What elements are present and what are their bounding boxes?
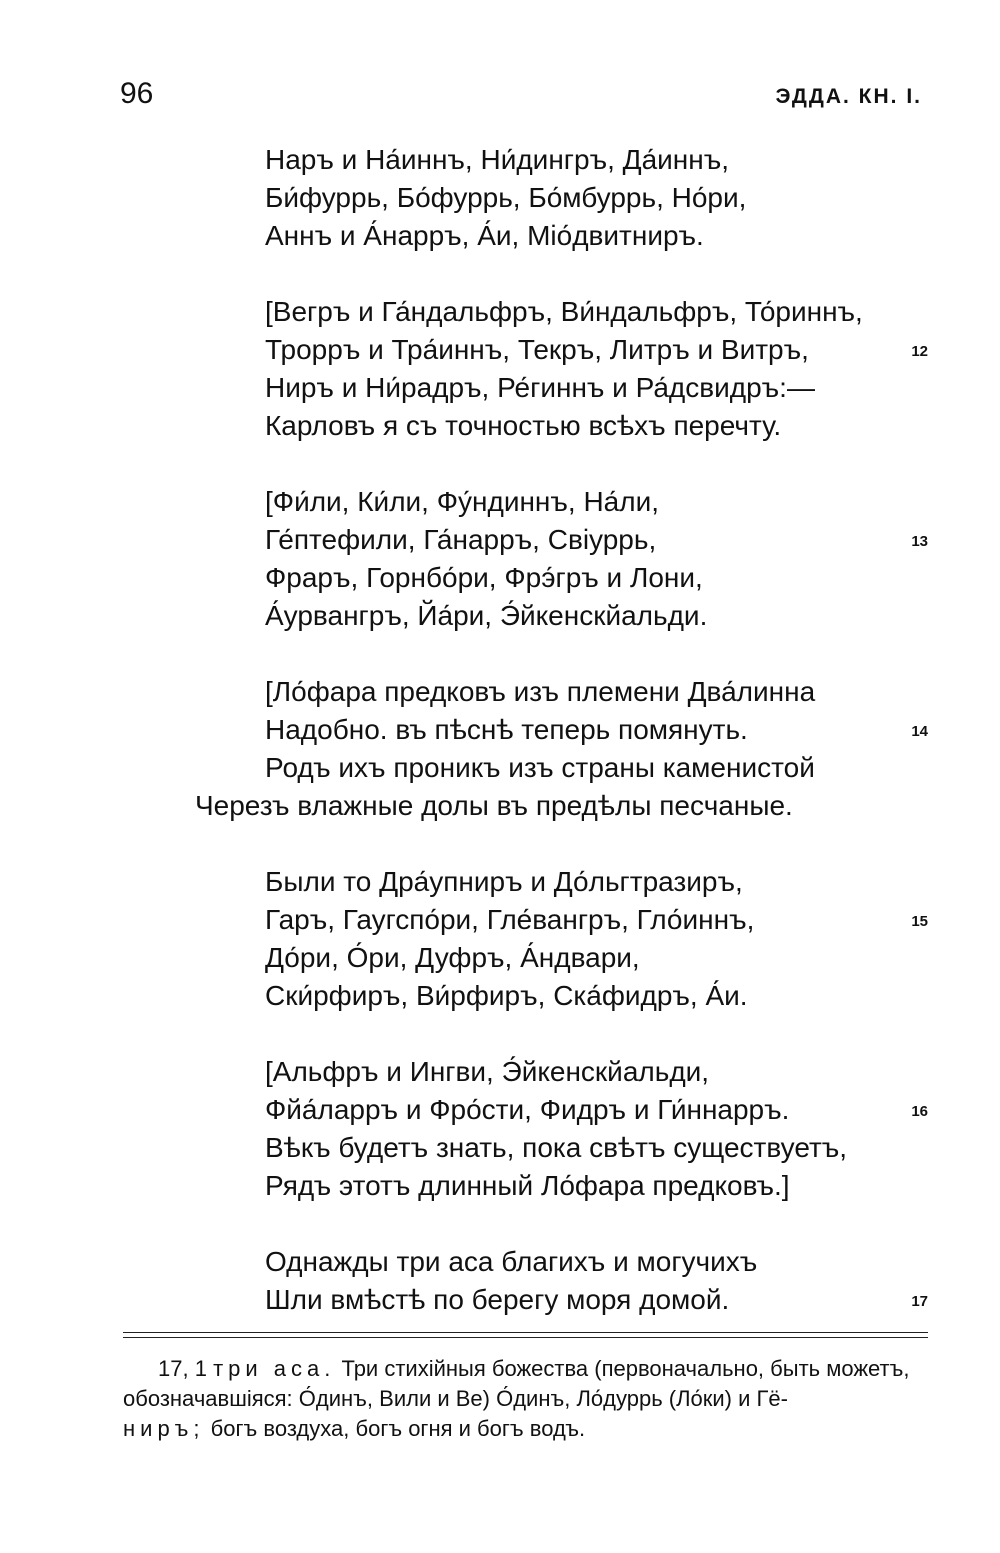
stanza-number: 16 xyxy=(911,1103,928,1120)
verse-line: А́урвангръ, Йа́ри, Э́йкенскйальди. xyxy=(265,600,708,631)
footnote-text: Три стихійныя божества (первоначально, быть можетъ, xyxy=(341,1356,910,1381)
stanza-number: 12 xyxy=(911,343,928,360)
verse-line: Аннъ и А́нарръ, А́и, Міо́двитниръ. xyxy=(265,220,704,251)
footnote-line-1 xyxy=(158,1355,968,1383)
verse-line: [Альфръ и Ингви, Э́йкенскйальди, xyxy=(265,1056,710,1087)
verse-line: Надобно. въ пѣснѣ теперь помянуть. xyxy=(265,714,748,745)
footnote-text: богъ воздуха, богъ огня и богъ водъ. xyxy=(210,1416,586,1441)
verse-line: Ски́рфиръ, Ви́рфиръ, Ска́фидръ, А́и. xyxy=(265,980,748,1011)
verse-line: Черезъ влажные долы въ предѣлы песчаные. xyxy=(195,790,793,821)
verse-line: Гаръ, Гаугспо́ри, Гле́вангръ, Гло́иннъ, xyxy=(265,904,755,935)
footnote-names: ниръ; xyxy=(123,1416,205,1441)
running-head: ЭДДА. КН. I. xyxy=(775,85,922,108)
verse-line: Шли вмѣстѣ по берегу моря домой. xyxy=(265,1284,730,1315)
verse-line: До́ри, О́ри, Дуфръ, А́ндвари, xyxy=(265,942,640,973)
verse-line: Рядъ этотъ длинный Ло́фара предковъ.] xyxy=(265,1170,790,1201)
verse-line: Ниръ и Ни́радръ, Ре́гиннъ и Ра́дсвидръ:— xyxy=(265,372,815,403)
verse-line: Родъ ихъ проникъ изъ страны каменистой xyxy=(265,752,815,783)
footnote-ref: 17, 1 xyxy=(158,1356,207,1381)
verse-line: Фраръ, Горнбо́ри, Фрэ́гръ и Лони, xyxy=(265,562,703,593)
verse-line: [Фи́ли, Ки́ли, Фу́ндиннъ, На́ли, xyxy=(265,486,659,517)
footnote-line-2: обозначавшіяся: О́динъ, Вили и Ве) О́динъ, Ло́дуррь (Ло́ки) и Гё- xyxy=(123,1386,788,1411)
stanza-number: 17 xyxy=(911,1293,928,1310)
verse-line: Карловъ я съ точностью всѣхъ перечту. xyxy=(265,410,782,441)
stanza-number: 15 xyxy=(911,913,928,930)
footnote-term: три аса. xyxy=(213,1356,336,1381)
verse-line: Вѣкъ будетъ знать, пока свѣтъ существуетъ, xyxy=(265,1132,848,1163)
page-number: 96 xyxy=(120,77,154,110)
footnote-rule xyxy=(123,1332,928,1333)
verse-line: [Вегръ и Га́ндальфръ, Ви́ндальфръ, То́риннъ, xyxy=(265,296,863,327)
verse-line: Однажды три аса благихъ и могучихъ xyxy=(265,1246,758,1277)
stanza-number: 13 xyxy=(911,533,928,550)
verse-line: Фйа́ларръ и Фро́сти, Фидръ и Ги́ннарръ. xyxy=(265,1094,790,1125)
verse-line: Ге́птефили, Га́нарръ, Свіуррь, xyxy=(265,524,657,555)
verse-line: Наръ и На́иннъ, Ни́дингръ, Да́иннъ, xyxy=(265,144,730,175)
verse-line: [Ло́фара предковъ изъ племени Два́линна xyxy=(265,676,816,707)
verse-line: Трорръ и Тра́иннъ, Текръ, Литръ и Витръ, xyxy=(265,334,809,365)
footnote-line-3 xyxy=(123,1415,933,1443)
verse-line: Были то Дра́упниръ и До́льгтразиръ, xyxy=(265,866,743,897)
verse-line: Би́фуррь, Бо́фуррь, Бо́мбуррь, Но́ри, xyxy=(265,182,747,213)
footnote-rule xyxy=(123,1337,928,1338)
stanza-number: 14 xyxy=(911,723,928,740)
